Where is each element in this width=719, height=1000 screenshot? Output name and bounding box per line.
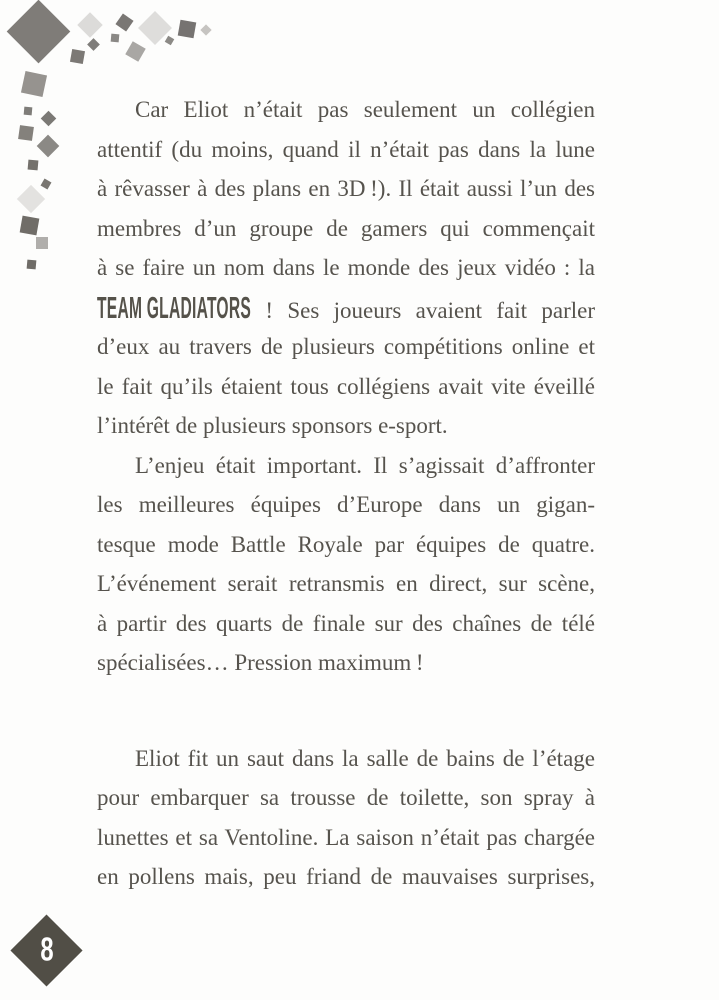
decor-square [37, 135, 60, 158]
text-after-team: ! Ses joueurs avaient fait parler [251, 297, 595, 323]
text-line: pour embarquer sa trousse de toilette, son spray à [97, 785, 595, 810]
text-line: L’enjeu était important. Il s’agissait d’affronter [135, 452, 595, 478]
text-line: spécialisées… Pression maximum ! [97, 650, 424, 675]
decor-square [40, 110, 56, 126]
decor-square [200, 24, 211, 35]
team-gladiators-name [97, 288, 251, 331]
text-line: Eliot fit un saut dans la salle de bains de l’étage [135, 745, 595, 771]
decor-square [69, 48, 84, 63]
text-line: lunettes et sa Ventoline. La saison n’était pas chargée [97, 824, 595, 850]
text-line: membres d’un groupe de gamers qui commençait [97, 215, 595, 241]
text-line: à rêvasser à des plans en 3D !). Il était aussi l’un des [97, 176, 595, 201]
decor-square [111, 34, 120, 43]
team-gladiators-label: TEAM GLADIATORS [97, 289, 251, 325]
decor-square [36, 237, 48, 249]
paragraph-2 [97, 446, 595, 683]
text-line: les meilleures équipes d’Europe dans un gigan- [97, 492, 595, 517]
decor-square [87, 38, 100, 51]
text-line: l’intérêt de plusieurs sponsors e-sport. [97, 413, 448, 438]
decor-square [24, 107, 33, 116]
decor-square [28, 160, 39, 171]
page-text [97, 90, 595, 897]
text-line: en pollens mais, peu friand de mauvaises surprises, [97, 864, 595, 889]
decor-square [115, 13, 133, 31]
decor-square [77, 12, 102, 37]
decor-square [19, 215, 39, 235]
decor-square [26, 259, 36, 269]
text-line: L’événement serait retransmis en direct, sur scène, [97, 571, 595, 596]
text-line: à se faire un nom dans le monde des jeux vidéo : la [97, 255, 595, 280]
text-line: le fait qu’ils étaient tous collégiens avait vite éveillé [97, 373, 595, 399]
decor-square [125, 41, 145, 61]
text-line: à partir des quarts de finale sur des chaînes de télé [97, 610, 595, 636]
paragraph-3 [97, 739, 595, 897]
decor-square [21, 71, 47, 97]
decor-square [17, 185, 45, 213]
decor-square [6, 0, 70, 63]
text-line: Car Eliot n’était pas seulement un collégien [135, 97, 595, 122]
decor-square [178, 20, 197, 39]
decor-square [164, 35, 174, 45]
text-line: tesque mode Battle Royale par équipes de quatre. [97, 531, 595, 557]
text-line: attentif (du moins, quand il n’était pas dans la lune [97, 136, 595, 162]
text-line: d’eux au travers de plusieurs compétitions online et [97, 334, 595, 359]
paragraph-1 [97, 90, 595, 446]
decor-square [18, 125, 34, 141]
decor-square [41, 179, 52, 190]
text-line-team [97, 288, 595, 328]
page-number: 8 [40, 930, 54, 968]
